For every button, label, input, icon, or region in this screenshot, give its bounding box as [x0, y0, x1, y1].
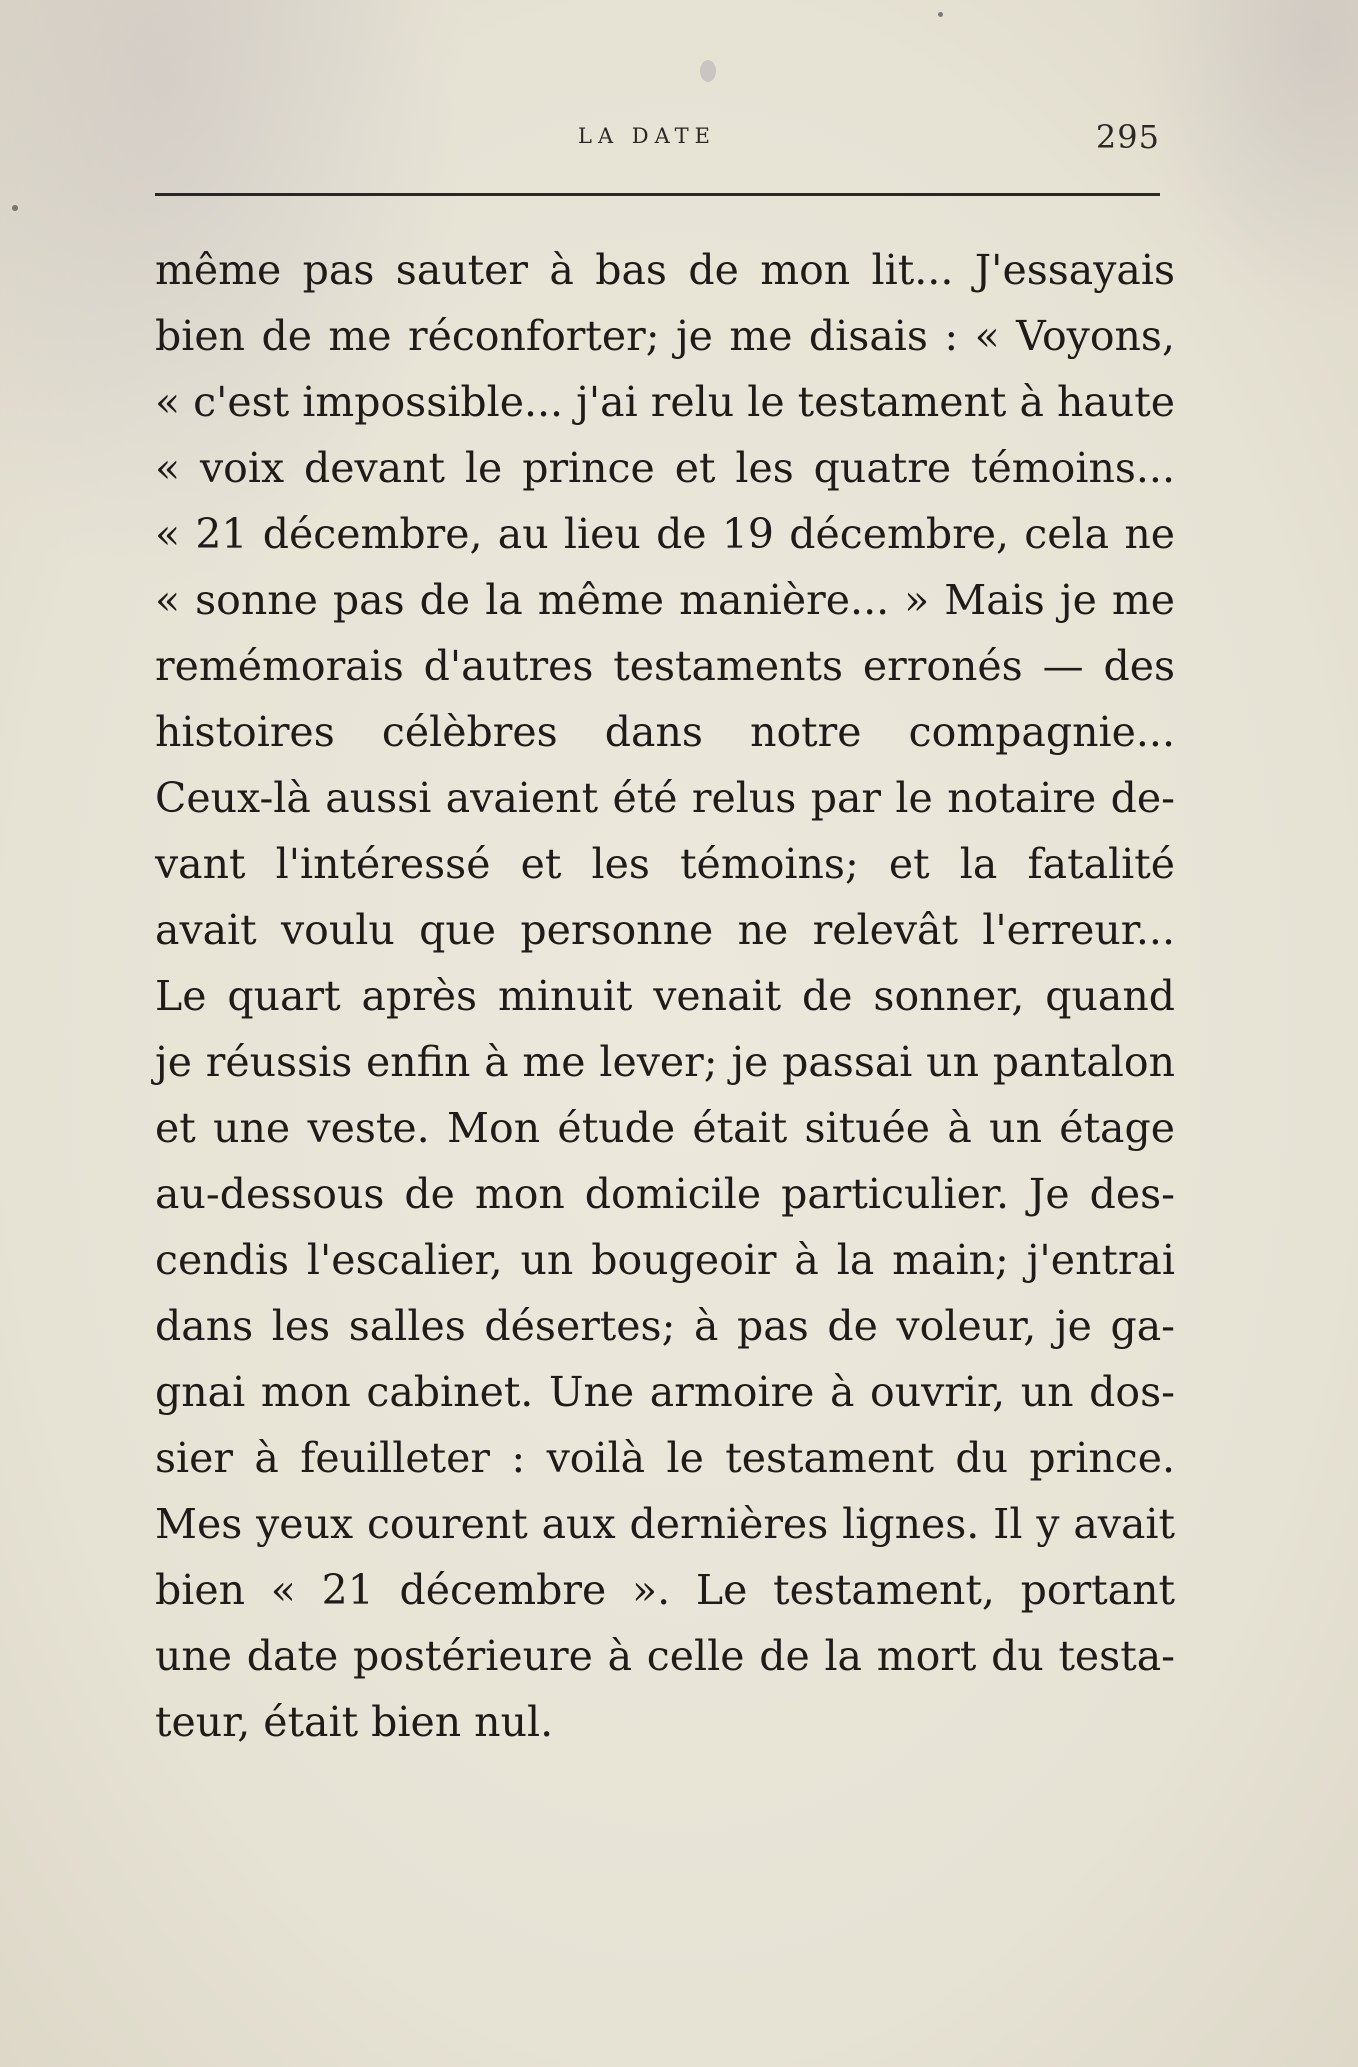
text-line: gnai mon cabinet. Une armoire à ouvrir, un dos- — [155, 1368, 1175, 1416]
ink-stain — [700, 60, 716, 82]
text-line: bien de me réconforter; je me disais : « Voyons, — [155, 312, 1175, 360]
text-line: sier à feuilleter : voilà le testament du prince. — [155, 1434, 1175, 1482]
text-line: histoires célèbres dans notre compagnie... — [155, 708, 1175, 756]
text-line: je réussis enfin à me lever; je passai un pantalon — [155, 1038, 1175, 1086]
text-line: « voix devant le prince et les quatre témoins... — [155, 444, 1175, 492]
text-line: « 21 décembre, au lieu de 19 décembre, cela ne — [155, 510, 1175, 558]
text-line: avait voulu que personne ne relevât l'erreur... — [155, 906, 1175, 954]
running-head — [155, 118, 1160, 158]
ink-speck — [938, 12, 943, 17]
text-line: vant l'intéressé et les témoins; et la fatalité — [155, 840, 1175, 888]
ink-speck — [12, 205, 18, 211]
text-line: dans les salles désertes; à pas de voleur, je ga- — [155, 1302, 1175, 1350]
running-title: LA DATE — [578, 124, 716, 148]
text-line: bien « 21 décembre ». Le testament, portant — [155, 1566, 1175, 1614]
text-line: teur, était bien nul. — [155, 1698, 554, 1746]
text-line: « sonne pas de la même manière... » Mais je me — [155, 576, 1175, 624]
body-text — [155, 237, 1175, 1755]
text-line: et une veste. Mon étude était située à un étage — [155, 1104, 1175, 1152]
text-line: cendis l'escalier, un bougeoir à la main; j'entrai — [155, 1236, 1175, 1284]
text-line: même pas sauter à bas de mon lit... J'essayais — [155, 246, 1175, 294]
text-line: Ceux-là aussi avaient été relus par le notaire de- — [155, 774, 1175, 822]
text-line: une date postérieure à celle de la mort du testa- — [155, 1632, 1175, 1680]
page-number: 295 — [1095, 118, 1160, 156]
text-line: au-dessous de mon domicile particulier. Je des- — [155, 1170, 1175, 1218]
header-rule — [155, 193, 1160, 196]
text-line: Le quart après minuit venait de sonner, quand — [155, 972, 1175, 1020]
text-line: remémorais d'autres testaments erronés — des — [155, 642, 1175, 690]
text-line: « c'est impossible... j'ai relu le testament à haute — [155, 378, 1175, 426]
text-line: Mes yeux courent aux dernières lignes. Il y avait — [155, 1500, 1175, 1548]
